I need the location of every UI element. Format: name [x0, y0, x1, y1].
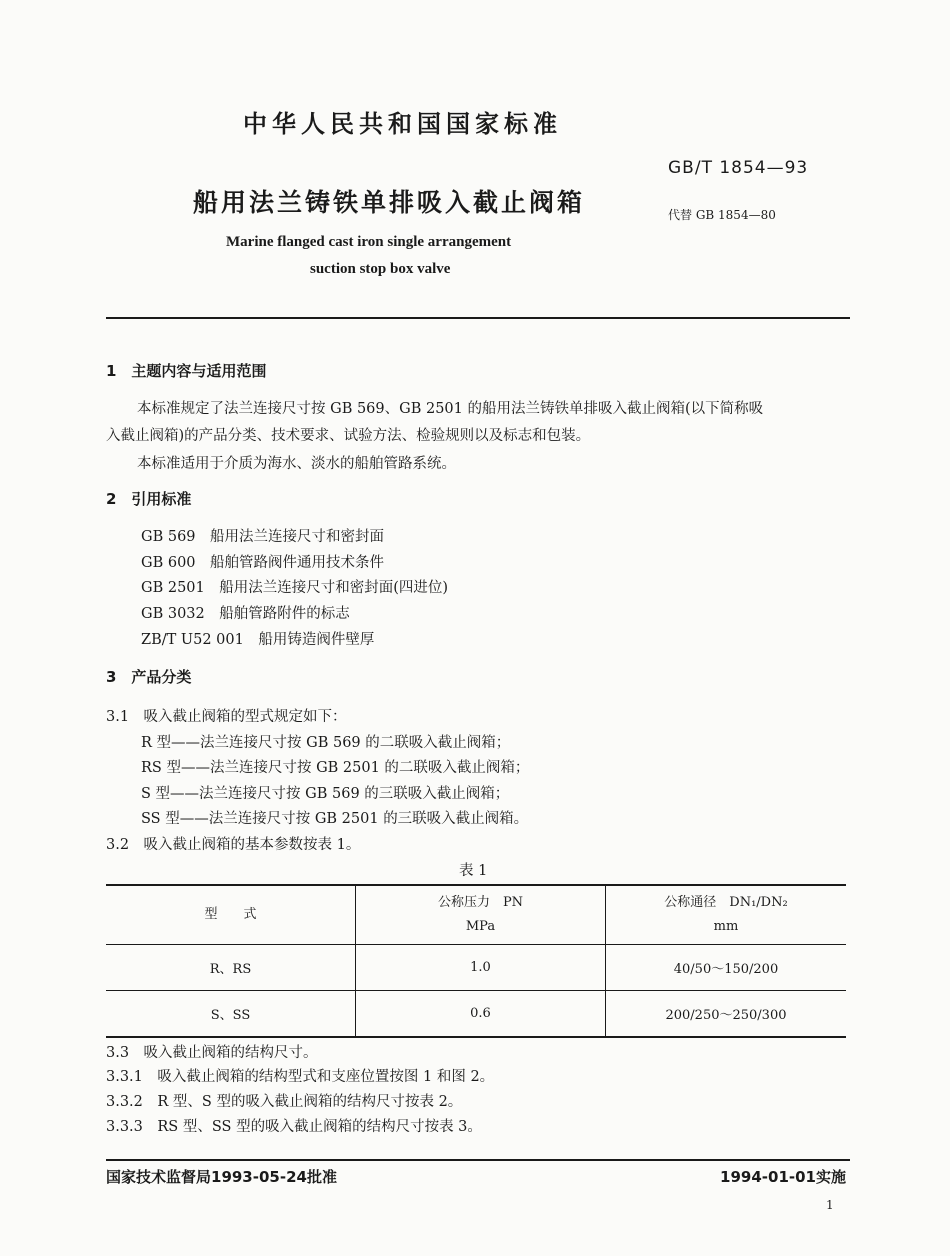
reference-item: GB 3032 船舶管路附件的标志: [141, 606, 350, 622]
clause-3-3-2: 3.3.2 R 型、S 型的吸入截止阀箱的结构尺寸按表 2。: [106, 1094, 463, 1110]
standard-code: GB/T 1854—93: [668, 158, 809, 178]
header-divider: [106, 317, 850, 319]
document-title-en-line1: Marine flanged cast iron single arrangement: [226, 234, 512, 250]
type-item: SS 型——法兰连接尺寸按 GB 2501 的三联吸入截止阀箱。: [141, 811, 529, 827]
type-item: R 型——法兰连接尺寸按 GB 569 的二联吸入截止阀箱；: [141, 735, 511, 751]
section3-heading: 3 产品分类: [106, 668, 192, 686]
approval-note: 国家技术监督局1993-05-24批准: [106, 1168, 337, 1186]
clause-3-2: 3.2 吸入截止阀箱的基本参数按表 1。: [106, 837, 361, 853]
effective-date: 1994-01-01实施: [720, 1168, 846, 1186]
replaces-note: 代替 GB 1854—80: [668, 208, 776, 222]
cell-type: S、SS: [106, 991, 356, 1038]
section1-para2: 本标准适用于介质为海水、淡水的船舶管路系统。: [137, 456, 456, 472]
cell-pressure: 1.0: [356, 945, 606, 991]
national-standard-title: 中华人民共和国国家标准: [243, 110, 562, 138]
cell-type: R、RS: [106, 945, 356, 991]
reference-item: ZB/T U52 001 船用铸造阀件壁厚: [141, 632, 375, 648]
reference-item: GB 2501 船用法兰连接尺寸和密封面(四进位): [141, 580, 449, 596]
clause-3-3: 3.3 吸入截止阀箱的结构尺寸。: [106, 1045, 318, 1061]
document-title-cn: 船用法兰铸铁单排吸入截止阀箱: [193, 188, 586, 217]
section1-heading: 1 主题内容与适用范围: [106, 362, 267, 380]
diameter-unit: mm: [713, 919, 739, 934]
clause-3-3-3: 3.3.3 RS 型、SS 型的吸入截止阀箱的结构尺寸按表 3。: [106, 1119, 482, 1135]
table-row: [106, 945, 846, 991]
table-header-pressure: [356, 885, 606, 945]
cell-pressure: 0.6: [356, 991, 606, 1038]
section1-para1-line2: 入截止阀箱)的产品分类、技术要求、试验方法、检验规则以及标志和包装。: [106, 428, 591, 444]
reference-item: GB 600 船舶管路阀件通用技术条件: [141, 555, 385, 571]
pressure-label: 公称压力 PN: [437, 895, 524, 910]
type-item: S 型——法兰连接尺寸按 GB 569 的三联吸入截止阀箱；: [141, 786, 510, 802]
diameter-label: 公称通径 DN₁/DN₂: [664, 895, 788, 910]
parameter-table: [106, 884, 846, 1038]
cell-diameter: 200/250～250/300: [606, 991, 847, 1038]
page-number: 1: [826, 1198, 834, 1212]
type-item: RS 型——法兰连接尺寸按 GB 2501 的二联吸入截止阀箱；: [141, 760, 530, 776]
document-title-en-line2: suction stop box valve: [310, 261, 451, 277]
table-header-type: 型 式: [106, 885, 356, 945]
reference-item: GB 569 船用法兰连接尺寸和密封面: [141, 529, 385, 545]
clause-3-3-1: 3.3.1 吸入截止阀箱的结构型式和支座位置按图 1 和图 2。: [106, 1069, 495, 1085]
table-caption: 表 1: [459, 863, 488, 879]
section2-heading: 2 引用标准: [106, 490, 192, 508]
table-row: [106, 991, 846, 1038]
clause-3-1: 3.1 吸入截止阀箱的型式规定如下：: [106, 709, 347, 725]
table-header-diameter: [606, 885, 847, 945]
section1-para1-line1: 本标准规定了法兰连接尺寸按 GB 569、GB 2501 的船用法兰铸铁单排吸入截止阀箱(以下简称吸: [137, 401, 764, 417]
footer-divider: [106, 1159, 850, 1161]
cell-diameter: 40/50～150/200: [606, 945, 847, 991]
pressure-unit: MPa: [465, 919, 496, 934]
